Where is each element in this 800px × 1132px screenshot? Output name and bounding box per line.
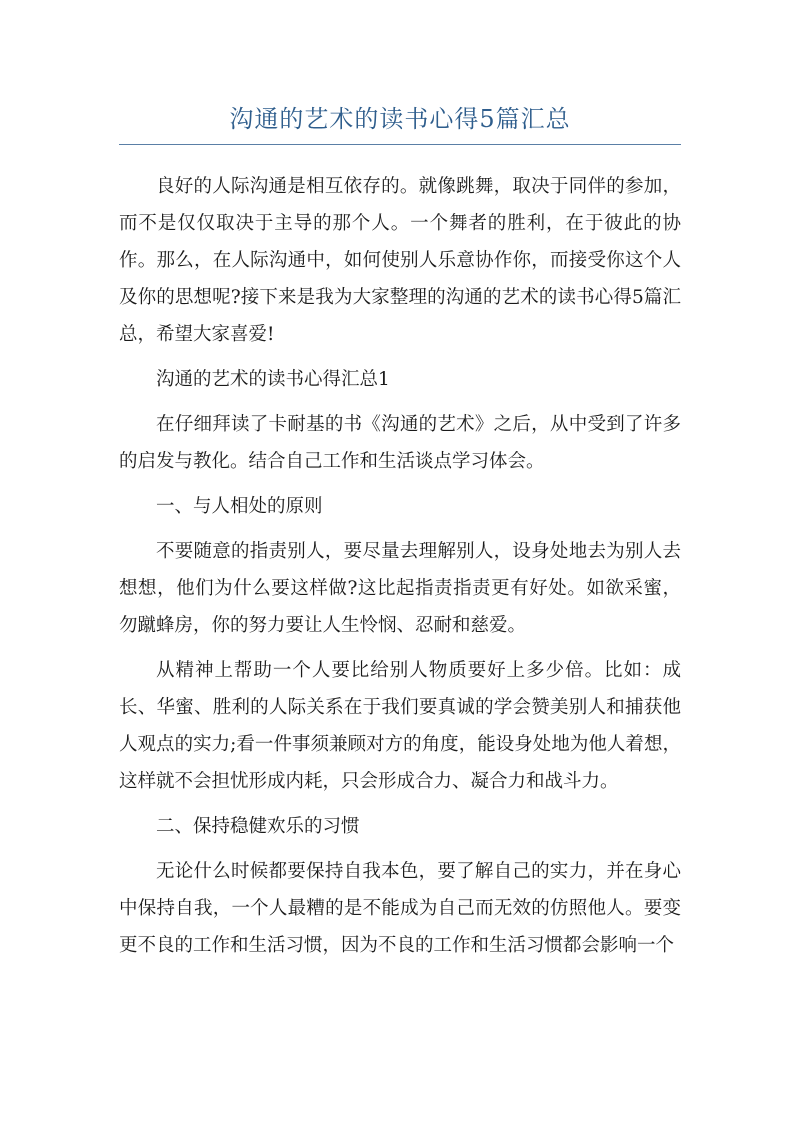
section-heading-1: 沟通的艺术的读书心得汇总1 <box>156 369 390 390</box>
document-title: 沟通的艺术的读书心得5篇汇总 <box>229 105 571 133</box>
paragraph: 不要随意的指责别人，要尽量去理解别人，设身处地去为别人去想想，他们为什么要这样做?这比起指责指责更有好处。如欲采蜜，勿蹴蜂房，你的努力要让人生怜悯、忍耐和慈爱。 <box>119 541 681 636</box>
paragraph: 在仔细拜读了卡耐基的书《沟通的艺术》之后，从中受到了许多的启发与教化。结合自己工作和生活谈点学习体会。 <box>119 414 681 472</box>
paragraph: 无论什么时候都要保持自我本色，要了解自己的实力，并在身心中保持自我，一个人最糟的是不能成为自己而无效的仿照他人。要变更不良的工作和生活习惯，因为不良的工作和生活习惯都会影响一个 <box>119 861 681 956</box>
title-underline <box>119 144 681 145</box>
intro-paragraph: 良好的人际沟通是相互依存的。就像跳舞，取决于同伴的参加，而不是仅仅取决于主导的那个人。一个舞者的胜利，在于彼此的协作。那么，在人际沟通中，如何使别人乐意协作你，而接受你这个人及你的思想呢?接下来是我为大家整理的沟通的艺术的读书心得5篇汇总，希望大家喜爱! <box>119 176 681 345</box>
subheading-principles: 一、与人相处的原则 <box>156 496 323 517</box>
paragraph: 从精神上帮助一个人要比给别人物质要好上多少倍。比如：成长、华蜜、胜利的人际关系在于我们要真诚的学会赞美别人和捕获他人观点的实力;看一件事须兼顾对方的角度，能设身处地为他人着想，这样就不会担忧形成内耗，只会形成合力、凝合力和战斗力。 <box>119 660 681 792</box>
subheading-habits: 二、保持稳健欢乐的习惯 <box>156 816 360 837</box>
document-body <box>119 168 681 972</box>
